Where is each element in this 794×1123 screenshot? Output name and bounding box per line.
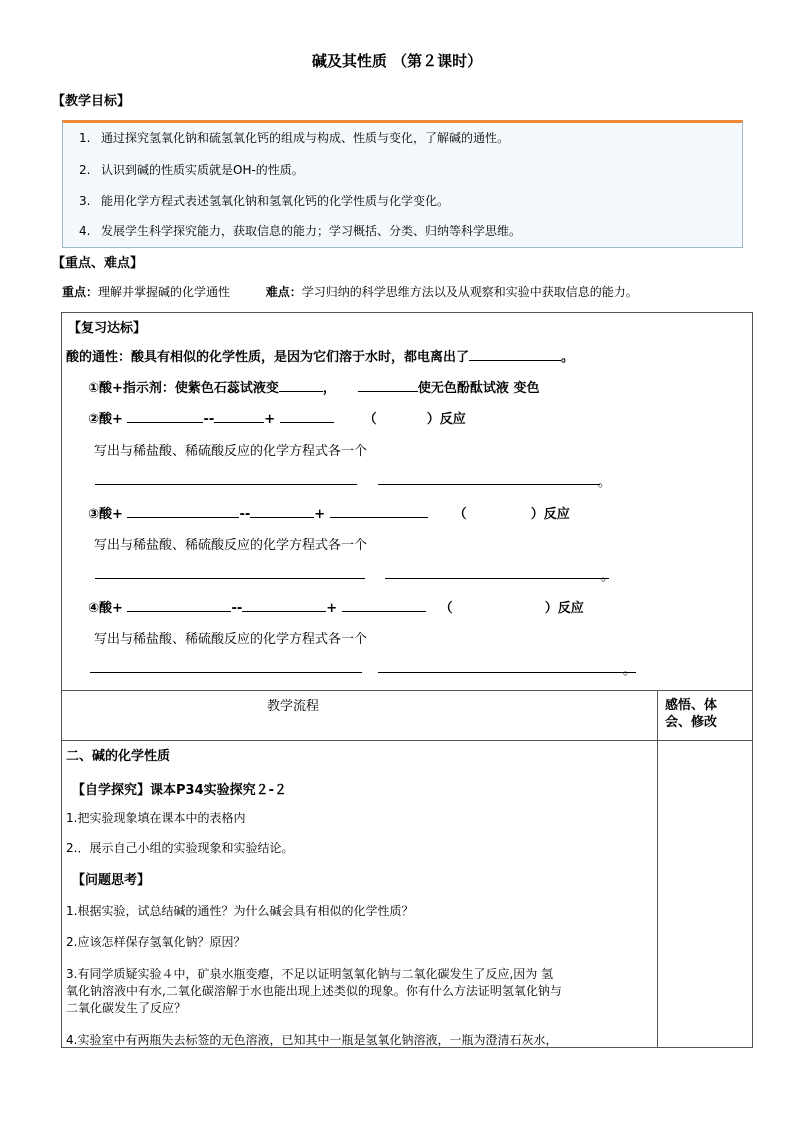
write-equation-instruction: 写出与稀盐酸、稀硫酸反应的化学方程式各一个 (94, 632, 368, 647)
goals-heading: 【教学目标】 (52, 94, 131, 109)
explore-line: 【自学探究】课本P34实验探究２-２ (72, 783, 288, 798)
goal-item: 2. 认识到碱的性质实质就是OH-的性质。 (79, 163, 304, 177)
column-divider (657, 690, 658, 1047)
column-header-notes: 感悟、体 (665, 698, 718, 713)
answer-line (95, 484, 357, 485)
question-3-line2: 氧化钠溶液中有水,二氧化碳溶解于水也能出现上述类似的现象。你有什么方法证明氢氧化钠与 (66, 984, 562, 998)
page-title: 碱及其性质 （第２课时） (311, 52, 483, 70)
answer-line (95, 578, 365, 579)
goals-box (62, 120, 743, 248)
review-item-3: ③酸+ -- + （ ）反应 (88, 507, 570, 522)
question-2: 2.应该怎样保存氢氧化钠？原因？ (66, 935, 246, 949)
difficulty-label: 难点： (265, 285, 302, 299)
section-heading: 二、碱的化学性质 (66, 749, 171, 764)
goal-item: 1. 通过探究氢氧化钠和硫氢氧化钙的组成与构成、性质与变化，了解碱的通性。 (79, 131, 510, 145)
key-label: 重点： (62, 285, 99, 299)
column-header-notes-2: 会、修改 (665, 715, 718, 730)
goal-item: 3. 能用化学方程式表述氢氧化钠和氢氧化钙的化学性质与化学变化。 (79, 194, 450, 208)
divider (62, 690, 752, 691)
question-3: 3.有同学质疑实验４中，矿泉水瓶变瘪，不足以证明氢氧化钠与二氧化碳发生了反应,因为 氢 (66, 967, 554, 981)
column-header-flow: 教学流程 (267, 699, 320, 714)
review-item-1: ①酸+指示剂：使紫色石蕊试液变 ， 使无色酚酞试液 变色 (88, 381, 540, 396)
goal-item: 4. 发展学生科学探究能力，获取信息的能力；学习概括、分类、归纳等科学思维。 (79, 224, 522, 238)
divider (62, 740, 752, 741)
question-3-line3: 二氧化碳发生了反应？ (66, 1001, 187, 1015)
question-1: 1.根据实验，试总结碱的通性？为什么碱会具有相似的化学性质？ (66, 904, 414, 918)
key-heading: 【重点、难点】 (52, 256, 144, 271)
write-equation-instruction: 写出与稀盐酸、稀硫酸反应的化学方程式各一个 (94, 444, 368, 459)
review-item-4: ④酸+ -- + （ ）反应 (88, 601, 584, 616)
answer-line (385, 578, 609, 579)
review-intro: 酸的通性：酸具有相似的化学性质，是因为它们溶于水时，都电离出了 。 (66, 350, 575, 365)
step-item: 1.把实验现象填在课本中的表格内 (66, 811, 246, 825)
period: 。 (623, 663, 637, 678)
review-heading: 【复习达标】 (68, 321, 147, 336)
difficulty-text: 学习归纳的科学思维方法以及从观察和实验中获取信息的能力。 (301, 285, 638, 299)
period: 。 (601, 569, 615, 584)
answer-line (378, 672, 636, 673)
answer-line (378, 484, 600, 485)
key-points-line (62, 283, 638, 300)
write-equation-instruction: 写出与稀盐酸、稀硫酸反应的化学方程式各一个 (94, 538, 368, 553)
period: 。 (598, 475, 612, 490)
key-text: 理解并掌握碱的化学通性 (98, 285, 231, 299)
question-4: 4.实验室中有两瓶失去标签的无色溶液，已知其中一瓶是氢氧化钠溶液，一瓶为澄清石灰水， (66, 1033, 558, 1047)
lesson-table (61, 312, 753, 1048)
answer-line (90, 672, 362, 673)
think-heading: 【问题思考】 (72, 873, 151, 888)
step-item: 2.．展示自己小组的实验现象和实验结论。 (66, 841, 294, 855)
review-item-2: ②酸+ -- + （ ）反应 (88, 412, 466, 427)
